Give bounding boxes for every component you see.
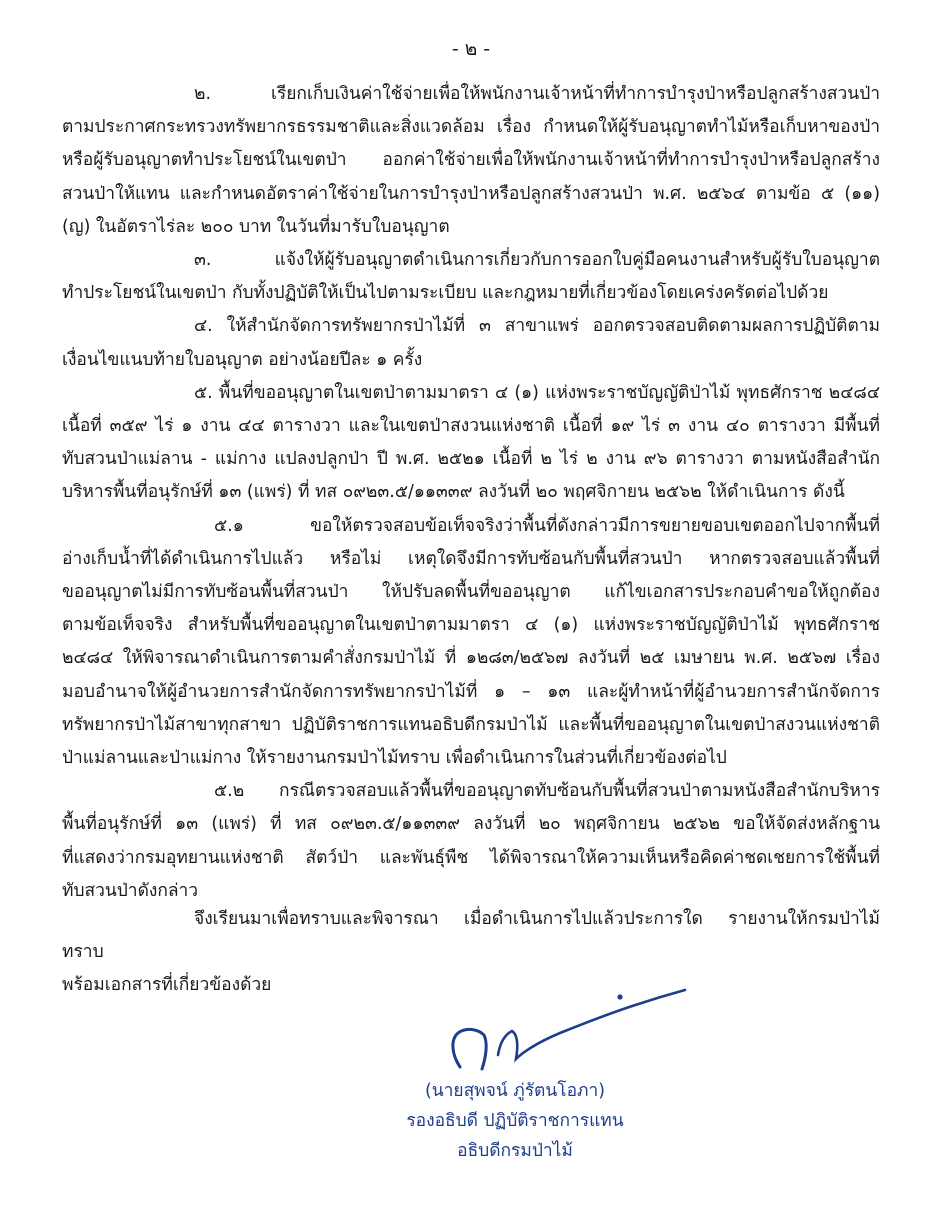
signatory-name: (นายสุพจน์ ภู่รัตนโอภา) bbox=[424, 1081, 606, 1101]
paragraph-5-1-line-3: ขออนุญาตไม่มีการทับซ้อนพื้นที่สวนป่า ให้ปรับลดพื้นที่ขออนุญาต แก้ไขเอกสารประกอบคำขอให้ถูกต้อง bbox=[62, 582, 880, 603]
handwritten-signature bbox=[440, 985, 690, 1075]
paragraph-2-line-3: หรือผู้รับอนุญาตทำประโยชน์ในเขตป่า ออกค่าใช้จ่ายเพื่อให้พนักงานเจ้าหน้าที่ทำการบำรุงป่าหรือปลูกสร้าง bbox=[62, 150, 880, 171]
paragraph-5-1-line-5: ๒๔๘๔ ให้พิจารณาดำเนินการตามคำสั่งกรมป่าไม้ ที่ ๑๒๘๓/๒๕๖๗ ลงวันที่ ๒๕ เมษายน พ.ศ. ๒๕๖๗ เรื่อง bbox=[62, 648, 880, 669]
paragraph-5-line-3: ทับสวนป่าแม่ลาน - แม่กาง แปลงปลูกป่า ปี พ.ศ. ๒๕๒๑ เนื้อที่ ๒ ไร่ ๒ งาน ๙๖ ตารางวา ตามหนังสือสำนัก bbox=[62, 449, 880, 470]
paragraph-5-2-line-4: ทับสวนป่าดังกล่าว bbox=[62, 880, 199, 901]
paragraph-5-1-line-1: ๕.๑ ขอให้ตรวจสอบข้อเท็จจริงว่าพื้นที่ดังกล่าวมีการขยายขอบเขตออกไปจากพื้นที่ bbox=[214, 515, 880, 536]
closing-line-2: พร้อมเอกสารที่เกี่ยวข้องด้วย bbox=[62, 975, 272, 995]
paragraph-2-line-1: ๒. เรียกเก็บเงินค่าใช้จ่ายเพื่อให้พนักงานเจ้าหน้าที่ทำการบำรุงป่าหรือปลูกสร้างสวนป่า bbox=[194, 84, 880, 104]
body-text bbox=[62, 78, 880, 908]
paragraph-5-line-1: ๕. พื้นที่ขออนุญาตในเขตป่าตามมาตรา ๔ (๑) แห่งพระราชบัญญัติป่าไม้ พุทธศักราช ๒๔๘๔ bbox=[194, 382, 880, 403]
paragraph-2-line-4: สวนป่าให้แทน และกำหนดอัตราค่าใช้จ่ายในการบำรุงป่าหรือปลูกสร้างสวนป่า พ.ศ. ๒๕๖๔ ตามข้อ ๕ (๑๑) bbox=[62, 183, 880, 204]
paragraph-5-1-line-6: มอบอำนาจให้ผู้อำนวยการสำนักจัดการทรัพยากรป่าไม้ที่ ๑ – ๑๓ และผู้ทำหน้าที่ผู้อำนวยการสำนักจัดการ bbox=[62, 681, 880, 702]
closing-line-1: จึงเรียนมาเพื่อทราบและพิจารณา เมื่อดำเนินการไปแล้วประการใด รายงานให้กรมป่าไม้ทราบ bbox=[62, 909, 880, 962]
paragraph-5-1-line-2: อ่างเก็บน้ำที่ได้ดำเนินการไปแล้ว หรือไม่ เหตุใดจึงมีการทับซ้อนกับพื้นที่สวนป่า หากตรวจสอบแล้วพื้นที่ bbox=[62, 548, 880, 569]
paragraph-3-line-2: ทำประโยชน์ในเขตป่า กับทั้งปฏิบัติให้เป็นไปตามระเบียบ และกฎหมายที่เกี่ยวข้องโดยเคร่งครัดต่อไปด้วย bbox=[62, 283, 829, 304]
paragraph-5-2-line-2: พื้นที่อนุรักษ์ที่ ๑๓ (แพร่) ที่ ทส ๐๙๒๓.๕/๑๑๓๓๙ ลงวันที่ ๒๐ พฤศจิกายน ๒๕๖๒ ขอให้จัดส่งหลักฐาน bbox=[62, 814, 880, 835]
paragraph-2-line-2: ตามประกาศกระทรวงทรัพยากรธรรมชาติและสิ่งแวดล้อม เรื่อง กำหนดให้ผู้รับอนุญาตทำไม้หรือเก็บหาของป่า bbox=[62, 117, 880, 138]
paragraph-2-line-5: (ญ) ในอัตราไร่ละ ๒๐๐ บาท ในวันที่มารับใบอนุญาต bbox=[62, 216, 450, 237]
paragraph-5-line-2: เนื้อที่ ๓๕๙ ไร่ ๑ งาน ๔๔ ตารางวา และในเขตป่าสงวนแห่งชาติ เนื้อที่ ๑๙ ไร่ ๓ งาน ๔๐ ตารางวา มีพื้นที่ bbox=[62, 416, 880, 437]
paragraph-3-line-1: ๓. แจ้งให้ผู้รับอนุญาตดำเนินการเกี่ยวกับการออกใบคู่มือคนงานสำหรับผู้รับใบอนุญาต bbox=[194, 250, 880, 271]
paragraph-5-line-4: บริหารพื้นที่อนุรักษ์ที่ ๑๓ (แพร่) ที่ ทส ๐๙๒๓.๕/๑๑๓๓๙ ลงวันที่ ๒๐ พฤศจิกายน ๒๕๖๒ ให้ดำเนินการ ดังนี้ bbox=[62, 482, 845, 503]
page-number: - ๒ - bbox=[451, 38, 491, 60]
signatory-position: รองอธิบดี ปฏิบัติราชการแทน bbox=[406, 1111, 624, 1131]
paragraph-4-line-1: ๔. ให้สำนักจัดการทรัพยากรป่าไม้ที่ ๓ สาขาแพร่ ออกตรวจสอบติดตามผลการปฏิบัติตาม bbox=[194, 316, 880, 337]
paragraph-5-2-line-3: ที่แสดงว่ากรมอุทยานแห่งชาติ สัตว์ป่า และพันธุ์พืช ได้พิจารณาให้ความเห็นหรือคิดค่าชดเชยการใช้พื้นที่ bbox=[62, 847, 880, 868]
paragraph-5-2-line-1: ๕.๒ กรณีตรวจสอบแล้วพื้นที่ขออนุญาตทับซ้อนกับพื้นที่สวนป่าตามหนังสือสำนักบริหาร bbox=[214, 781, 880, 802]
paragraph-5-1-line-4: ตามข้อเท็จจริง สำหรับพื้นที่ขออนุญาตในเขตป่าตามมาตรา ๔ (๑) แห่งพระราชบัญญัติป่าไม้ พุทธศักราช bbox=[62, 615, 880, 636]
paragraph-5-1-line-8: ป่าแม่ลานและป่าแม่กาง ให้รายงานกรมป่าไม้ทราบ เพื่อดำเนินการในส่วนที่เกี่ยวข้องต่อไป bbox=[62, 748, 727, 769]
paragraph-5-1-line-7: ทรัพยากรป่าไม้สาขาทุกสาขา ปฏิบัติราชการแทนอธิบดีกรมป่าไม้ และพื้นที่ขออนุญาตในเขตป่าสงวนแห่งชาติ bbox=[62, 714, 880, 735]
signature-block bbox=[360, 1076, 670, 1166]
paragraph-4-line-2: เงื่อนไขแนบท้ายใบอนุญาต อย่างน้อยปีละ ๑ ครั้ง bbox=[62, 349, 423, 370]
signatory-department: อธิบดีกรมป่าไม้ bbox=[457, 1141, 573, 1161]
